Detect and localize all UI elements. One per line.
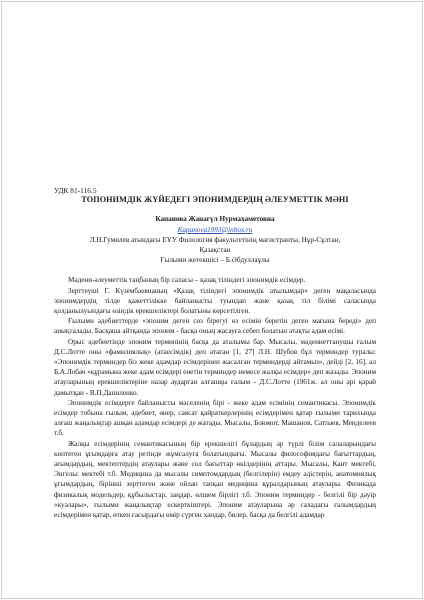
paragraph: Ғылыми әдебиеттерде «эпоним деген сөз бірегуі өз есімін беретін деген мағына береді» деп анықталады. Басқаша айтқанда эпоним - басқа оның жасауға себеп болатын атақты адам есімі. xyxy=(54,317,376,336)
article-title: ТОПОНИМДІК ЖҮЙЕДЕГІ ЭПОНИМДЕРДІҢ ӘЛЕУМЕТТІК МӘНІ xyxy=(81,195,349,205)
paragraph: Мәдени-әлеуметтік таңбаның бір саласы – қазақ тіліндегі эпонимдік есімдер. xyxy=(68,276,306,285)
udc-code: УДК 81-116.5 xyxy=(54,186,97,195)
supervisor: Ғылыми жетекшісі – Б.Әбдуллаұлы xyxy=(160,256,270,265)
affiliation-line-1: Л.Н.Гумилев атындағы ЕҰУ Филология факультетінің магистранты, Нұр-Сұлтан, xyxy=(89,235,341,244)
document-page xyxy=(1,1,423,599)
affiliation-line-2: Қазақстан xyxy=(199,246,231,255)
paragraph: Орыс әдебиетінде эпоним терминінің басқа да аталымы бар. Мысалы, мәдениеттанушы ғалым Д.С.Лотте оны «фамилиялық» (атаесімдік) деп атаған [1, 27] Л.Н. Шубов бұл терминдер туралы: «Эпонимдік терминдер біз жеке адамдар есімдерінен жасалған терминдерді айтамыз», дейді [2, 16], ал Б.А.Лобач «құрамына жеке адам есімдері енетін терминдер немесе жалқы есімдер» деп жазады. Эпоним атауларының ерекшеліктеріне назар аударған алғашқы ғалым - Д.С.Лотте (1961ж. ал оны әрі қарай дамытқан - В.П.Даниленко. xyxy=(54,337,376,397)
paragraph: Зерттеуші Г. Күзембаевианың «Қазақ тіліндегі эпонимдік атылымдар» деген мақаласында эпонимдердің тілде қажеттілікке байланысты туындап және қазақ тіл білімі саласында қолданылуындағы өзіндік ерекшеліктері болатыны көрсетілген. xyxy=(54,286,376,316)
paragraph: Жалқы есімдерінің семантикасының бір ерекшелігі бұлардың әр түрлі білім салаларындағы көптеген ұғымдарға атау ретінде жұмсалуға болатындығы. Мысалы философиядағы бағыттардың, ағымдардың, мектептердің атаулары және сол бағыттар өкілдерінің аттары. Мысалы, Кант мектебі, Энгельс мектебі т.б. Медицина да мысалы симптомдардың (белгілерін) емдеу әдістерін, анатомиялық ұғымдардың, бірінші зерттеген және ойлап тапқан медицина құралдарының атаулары. Физикада физикалық модельдер, құбылыстар, заңдар, өлшем бірлігі т.б. Эпоним терминдер - белгілі бір дәуір «куәлары», ғылыми жаңалықтар ескерткіштері. Эпоним атауларына әр саладағы ғалымдардың есімдерімен қатар, өткен ғасырдағы өмір сүрген хандар, билер, басқа да белгілі адамдар xyxy=(54,439,376,520)
paragraph: Эпонимдік есімдерге байланысты мәселенің бірі - жеке адам есімінің семантикасы. Эпонимдік есімдер тобына ғылым, әдебиет, өнер, саясат қайраткерлерінің есімдерімен қатар ғылыми тарихында алғаш жаңалықтар ашқан адамдар есімдері де жатады. Мысалы, Боюмот, Машанов, Сатпаев, Менделеев т.б. xyxy=(54,398,376,438)
document-body xyxy=(54,186,376,520)
author-name: Капанова Жанагүл Нурмахаметовна xyxy=(155,215,275,224)
author-email-link[interactable]: Kapanova1993@inbox.ru xyxy=(177,225,253,234)
